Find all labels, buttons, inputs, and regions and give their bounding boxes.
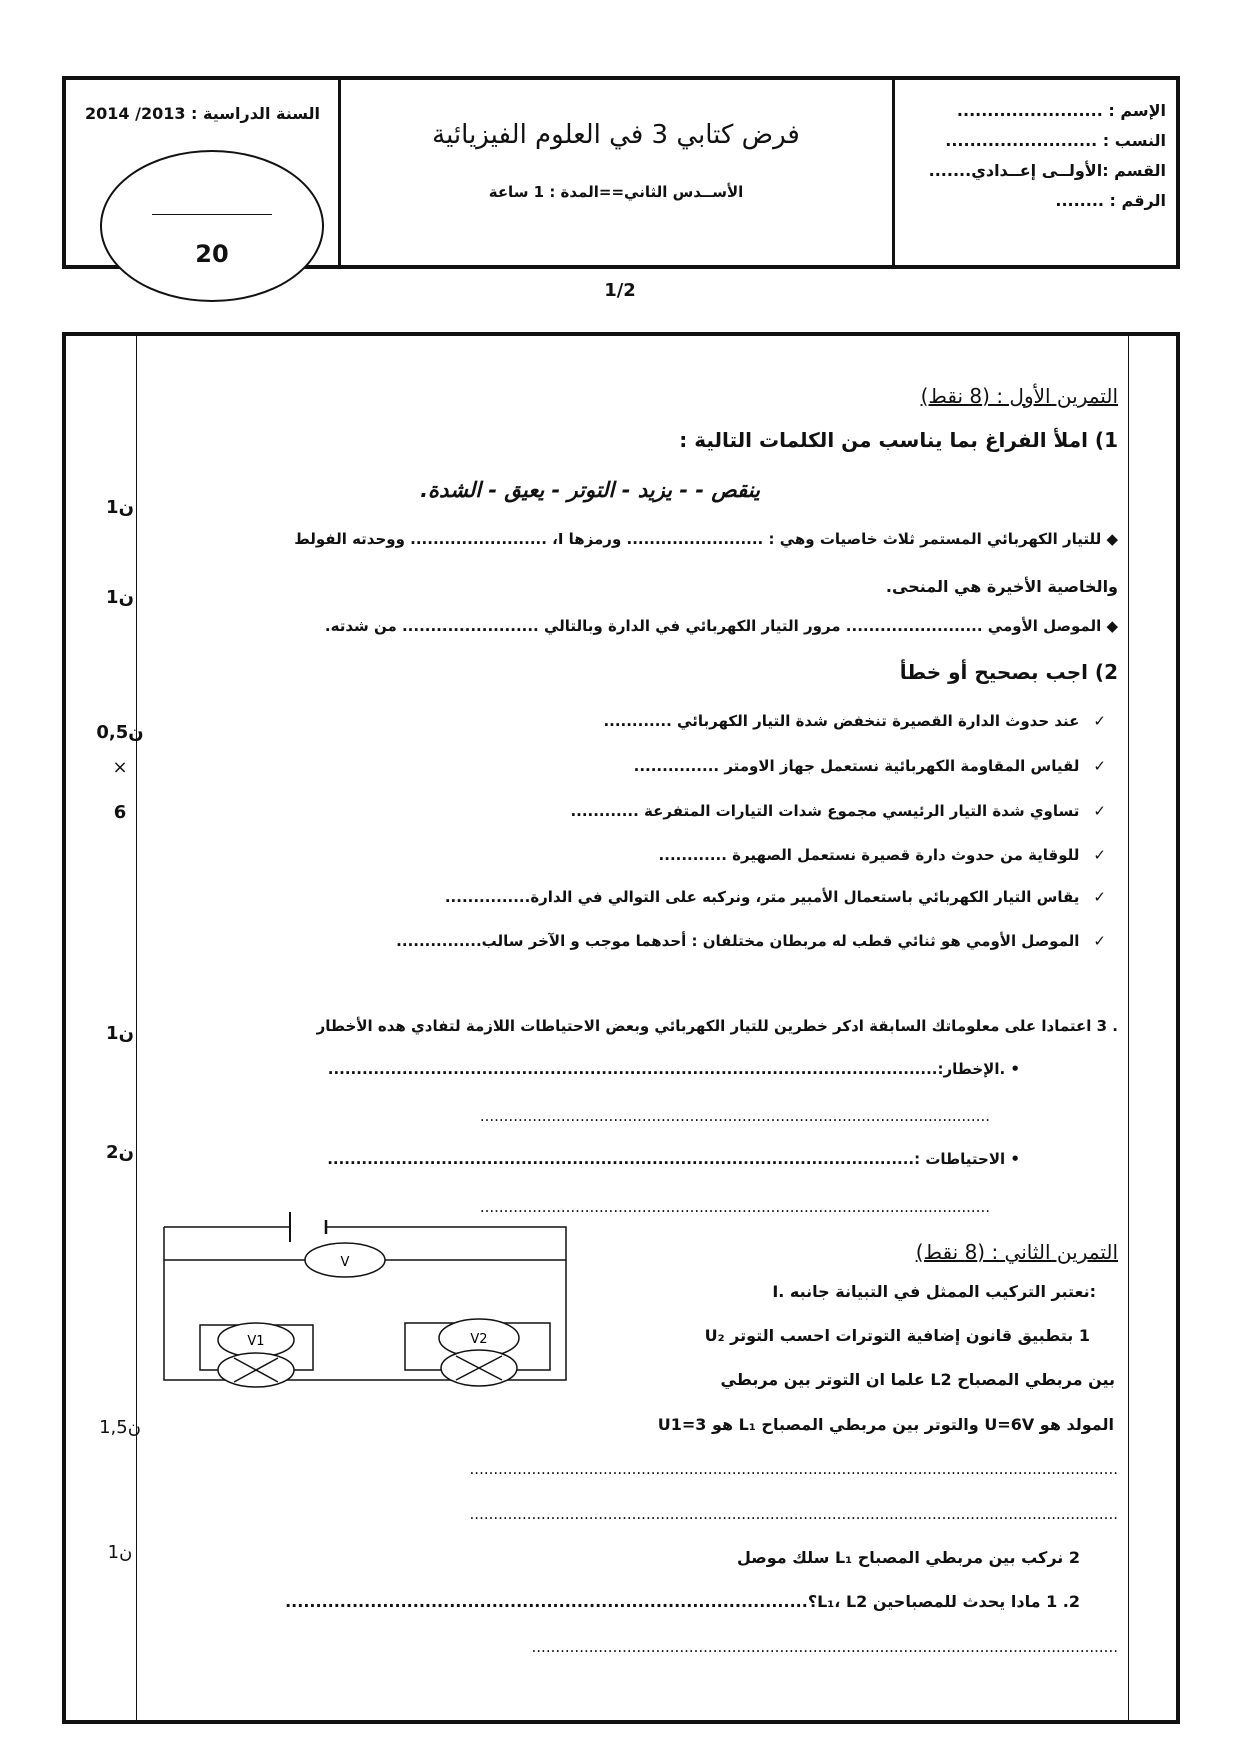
mark-8: 1ن [107, 1542, 133, 1563]
school-year: السنة الدراسية : 2013/ 2014 [85, 104, 320, 123]
answer-dots-3[interactable]: ........................................................................................................................... [531, 1638, 1118, 1656]
precautions-dots[interactable]: ........................................................................................................... [479, 1198, 990, 1216]
ex2-line-1: 1 بتطبيق قانون إضافية التوترات احسب التوتر U₂ [704, 1326, 1090, 1345]
ex1-title: التمرين الأول : (8 نقط) [920, 384, 1118, 408]
mark-times: × [112, 757, 128, 778]
mark-4: 6 [113, 802, 127, 823]
ex1-fill-1: ◆ للتيار الكهربائي المستمر ثلاث خاصيات وهي : ........................ ورمزها I، ........................ ووحدته الفولط [294, 530, 1118, 548]
student-fields [896, 96, 1166, 216]
voltmeter-v2-label: V2 [470, 1332, 488, 1347]
header-divider-right [892, 80, 895, 265]
ex2-line-5: 2. 1 مادا يحدث للمصباحين L₁، L2؟...................................................................................... [285, 1592, 1080, 1611]
dangers-field[interactable]: • .الإخطار:........................................................................................................... [327, 1060, 1020, 1078]
score-fraction-line [152, 214, 272, 215]
score-oval [100, 150, 324, 302]
ex2-line-3: المولد هو U=6V والتوتر بين مربطي المصباح L₁ هو U1=3 [657, 1415, 1114, 1434]
exam-subtitle: الأســدس الثاني==المدة : 1 ساعة [488, 183, 744, 201]
tf-item-5: ✓ يقاس التيار الكهربائي باستعمال الأمبير متر، ونركبه على التوالي في الدارة............... [445, 888, 1106, 906]
exam-title: فرض كتابي 3 في العلوم الفيزيائية [432, 120, 800, 150]
voltmeter-v-label: V [340, 1255, 350, 1270]
tf-item-2: ✓ لقياس المقاومة الكهربائية نستعمل جهاز الاومتر ............... [634, 757, 1106, 775]
tf-item-6: ✓ الموصل الأومي هو ثنائي قطب له مربطان مختلفان : أحدهما موجب و الآخر سالب............... [396, 932, 1106, 950]
ex1-fill-3: ◆ الموصل الأومي ........................ مرور التيار الكهربائي في الدارة وبالتالي ........................ من شدته. [324, 617, 1118, 635]
header-divider-left [338, 80, 341, 265]
field-class[interactable]: القسم :الأولــى إعــدادي....... [928, 161, 1166, 180]
tf-item-1: ✓ عند حدوث الدارة القصيرة تنخفض شدة التيار الكهربائي ............ [603, 712, 1106, 730]
ex1-q3: . 3 اعتمادا على معلوماتك السابقة ادكر خطرين للتيار الكهربائي وبعض الاحتياطات اللازمة لتفادي هده الأخطار [316, 1017, 1118, 1035]
voltmeter-v1-label: V1 [247, 1334, 265, 1349]
ex2-title: التمرين الثاني : (8 نقط) [915, 1240, 1118, 1264]
mark-6: 2ن [106, 1142, 134, 1163]
ex1-word-list: ينقص - - يزيد - التوتر - يعيق - الشدة. [420, 478, 760, 502]
field-name[interactable]: الإسم : ........................ [956, 101, 1166, 120]
ex2-line-4: 2 نركب بين مربطي المصباح L₁ سلك موصل [736, 1548, 1080, 1567]
field-surname[interactable]: النسب : ......................... [945, 131, 1166, 150]
mark-2: 1ن [106, 587, 134, 608]
ex1-q2: 2) اجب بصحيح أو خطأ [899, 660, 1118, 684]
ex2-line-2: بين مربطي المصباح L2 علما ان التوتر بين مربطي [720, 1370, 1115, 1389]
mark-3: 0,5ن [96, 722, 144, 743]
circuit-diagram [150, 1210, 580, 1390]
right-margin-divider [1128, 336, 1129, 1720]
ex2-intro: I. نعتبر التركيب الممثل في التبيانة جانبه: [772, 1282, 1096, 1301]
ex1-fill-2: والخاصية الأخيرة هي المنحى. [885, 577, 1118, 596]
precautions-field[interactable]: • الاحتياطات :....................................................................................................... [327, 1150, 1020, 1168]
dangers-dots[interactable]: ........................................................................................................... [479, 1107, 990, 1125]
score-total: 20 [195, 240, 229, 268]
field-number[interactable]: الرقم : ........ [1055, 191, 1166, 210]
mark-1: 1ن [106, 497, 134, 518]
mark-5: 1ن [106, 1023, 134, 1044]
page-number: 1/2 [604, 280, 636, 301]
tf-item-3: ✓ تساوي شدة التيار الرئيسي مجموع شدات التيارات المتفرعة ............ [570, 802, 1106, 820]
answer-dots-2[interactable]: ........................................................................................................................................ [469, 1505, 1118, 1523]
mark-7: 1,5ن [99, 1417, 141, 1438]
tf-item-4: ✓ للوقاية من حدوث دارة قصيرة نستعمل الصهيرة ............ [659, 846, 1106, 864]
answer-dots-1[interactable]: ........................................................................................................................................ [469, 1460, 1118, 1478]
ex1-q1: 1) املأ الفراغ بما يناسب من الكلمات التالية : [679, 428, 1118, 452]
